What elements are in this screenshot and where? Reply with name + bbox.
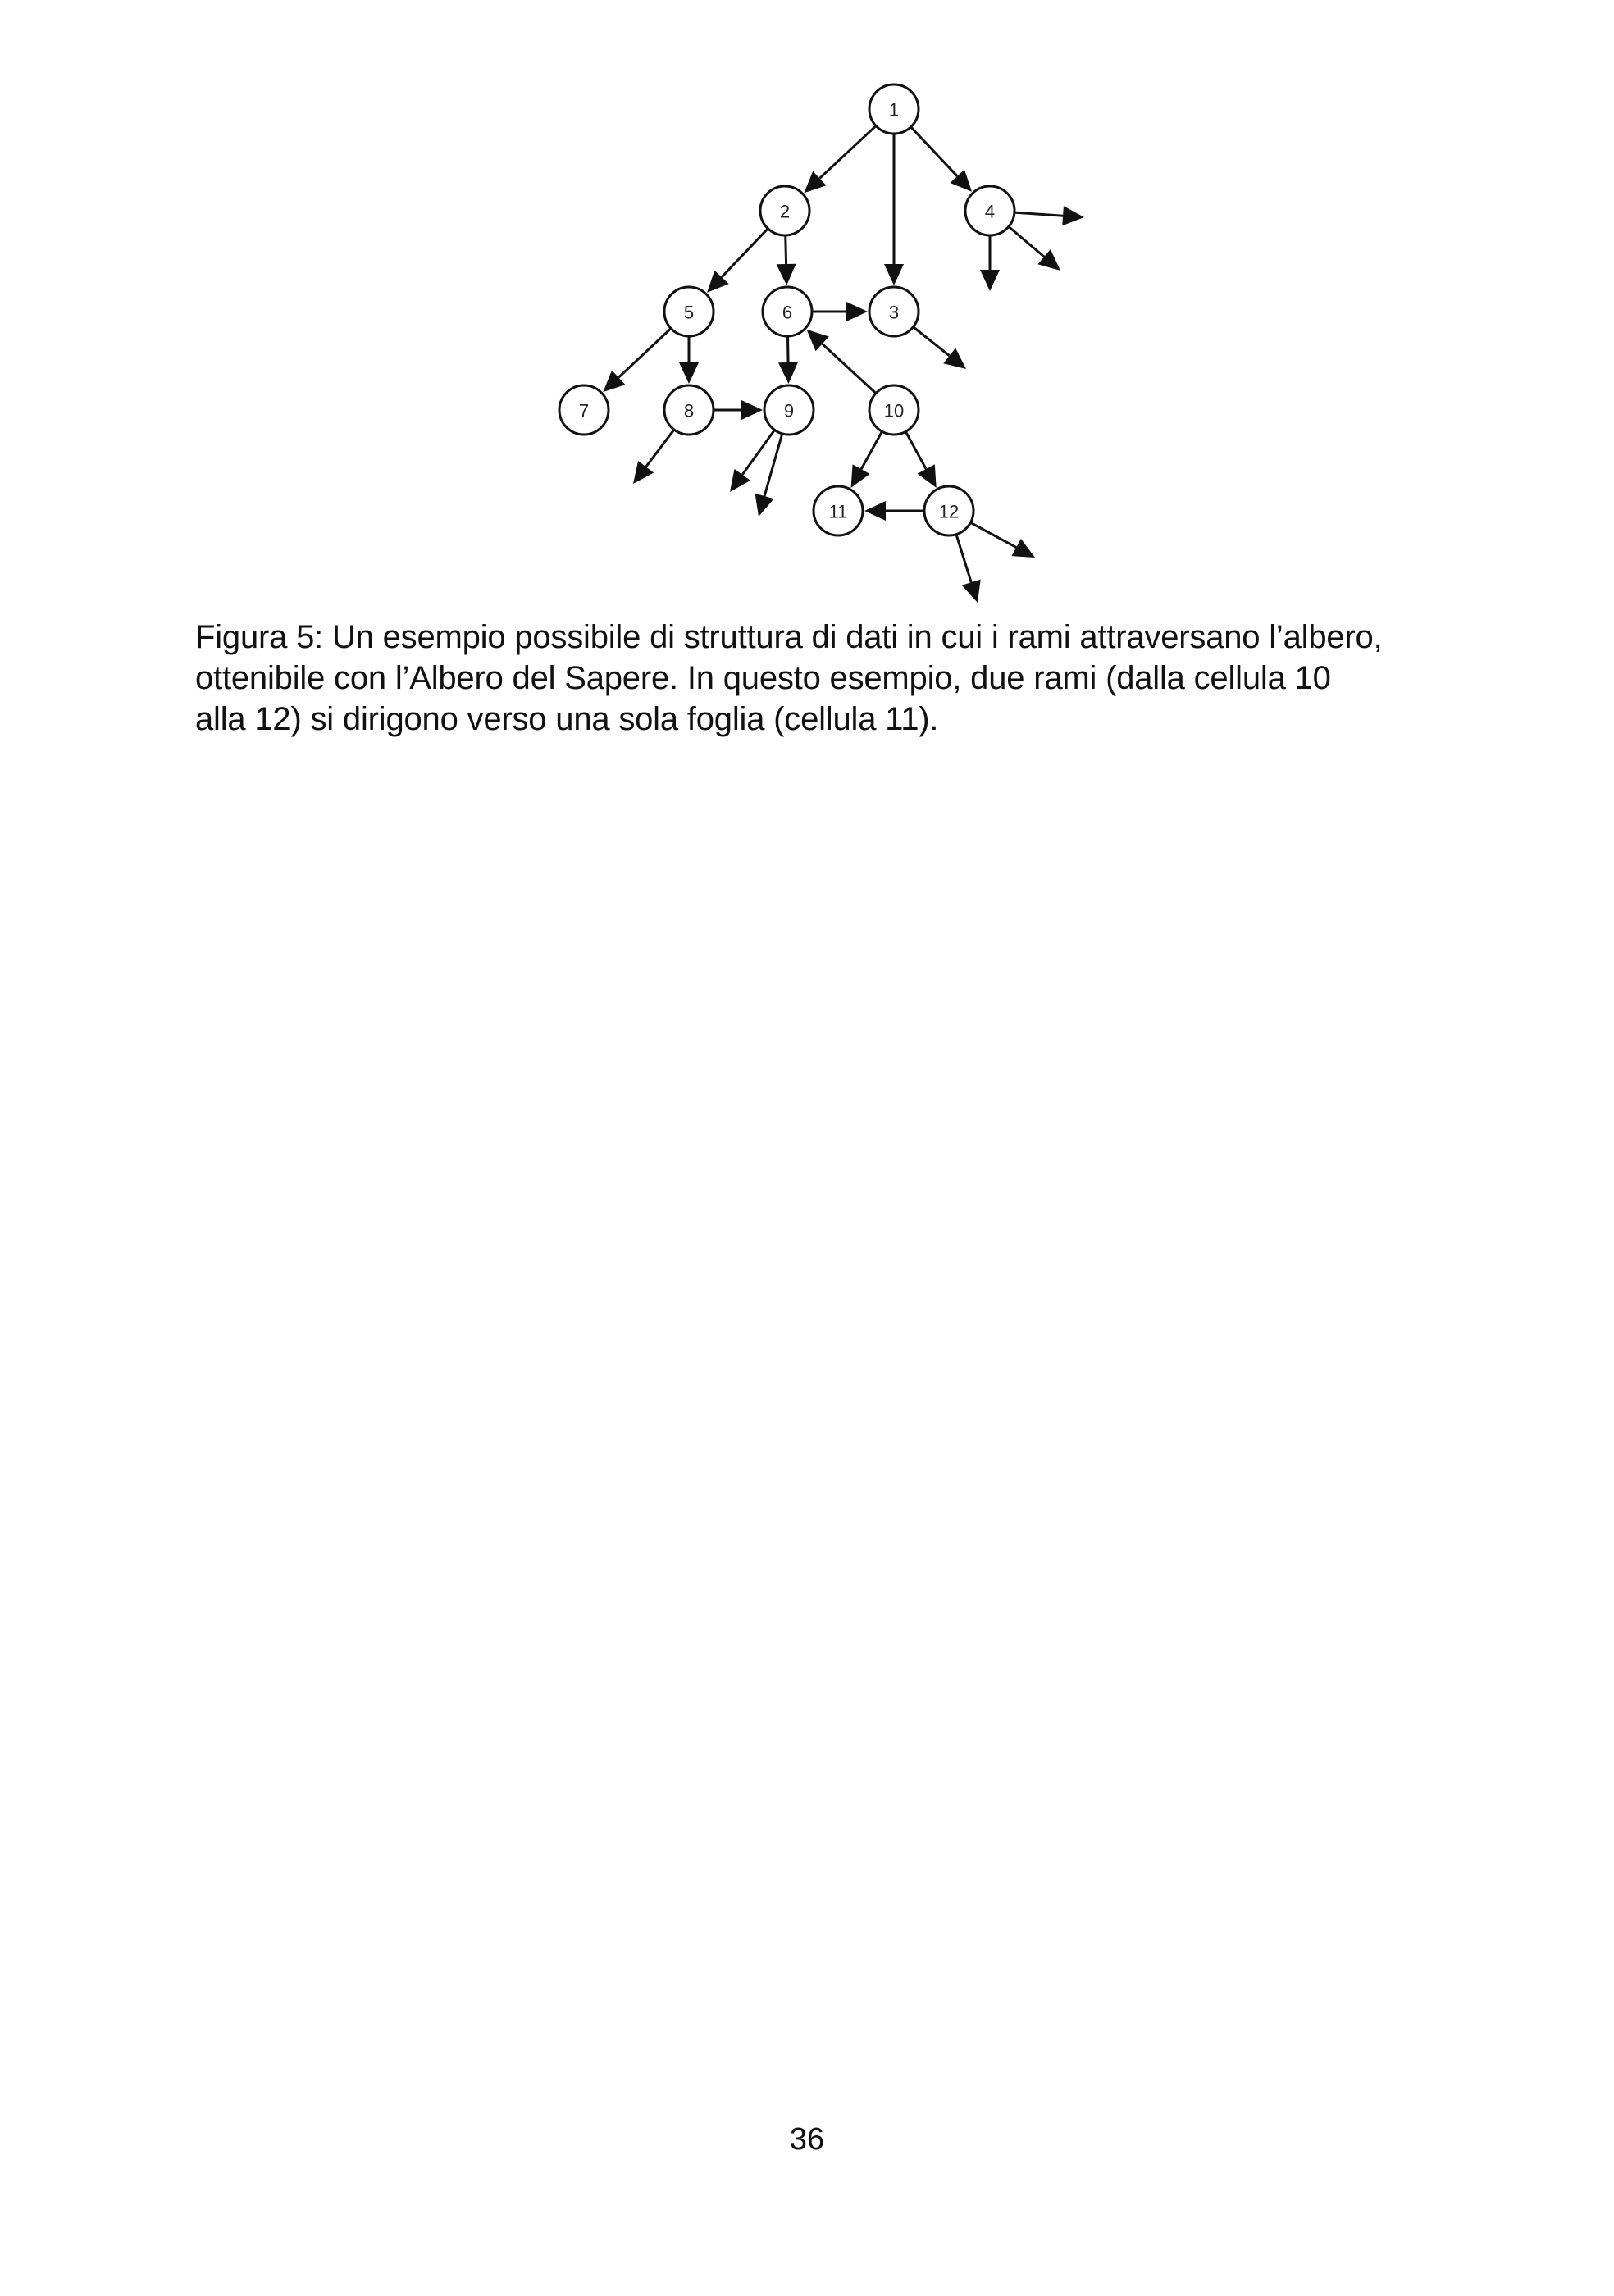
node-2 (760, 186, 809, 235)
edge-line (787, 336, 788, 362)
edge-line (742, 430, 774, 475)
edge-line (913, 327, 949, 356)
node-label: 1 (888, 99, 900, 121)
node-label: 6 (782, 302, 793, 323)
node-10 (869, 385, 919, 435)
edge-line (911, 127, 958, 176)
nodes-layer (559, 84, 1014, 535)
node-label: 11 (828, 501, 848, 522)
arrow-head (864, 501, 886, 521)
caption-line-1: Figura 5: Un esempio possibile di struttura di dati in cui i rami attraversano l’albero, (195, 619, 1383, 655)
arrow-head (846, 302, 868, 321)
edge-line (823, 344, 876, 393)
node-3 (869, 287, 919, 336)
open-branch-from-12 (970, 522, 1035, 558)
edge-10-to-11 (851, 431, 882, 488)
arrow-head (777, 264, 796, 285)
edge-line (1014, 212, 1063, 216)
edge-line (970, 522, 1016, 547)
node-label: 12 (938, 501, 960, 522)
edge-6-to-3 (812, 302, 868, 321)
open-branch-from-9 (755, 434, 782, 517)
edge-line (819, 125, 876, 178)
arrow-head (918, 464, 937, 488)
edge-6-to-9 (778, 336, 798, 384)
open-branch-from-4 (1014, 206, 1084, 226)
arrow-head (755, 494, 774, 517)
arrow-head (741, 400, 763, 420)
node-9 (764, 385, 814, 435)
edge-line (861, 431, 882, 469)
arrow-head (980, 270, 1000, 291)
edge-10-to-6 (807, 330, 876, 394)
open-branch-from-4 (1009, 226, 1060, 271)
arrow-head (633, 461, 654, 484)
edge-8-to-9 (714, 400, 763, 420)
edge-line (956, 535, 971, 583)
edge-line (618, 329, 671, 378)
node-4 (965, 186, 1014, 235)
caption-line-3: alla 12) si dirigono verso una sola foglia (cellula 11). (195, 701, 939, 737)
node-1 (869, 84, 919, 134)
figure-caption (195, 617, 1475, 740)
arrow-head (1037, 249, 1060, 271)
node-label: 7 (578, 400, 590, 421)
open-branch-from-3 (913, 327, 966, 369)
node-label: 9 (783, 400, 795, 421)
node-8 (664, 385, 714, 435)
open-branch-from-4 (980, 235, 1000, 291)
edge-line (764, 434, 782, 496)
edge-line (1009, 226, 1044, 257)
node-6 (763, 287, 812, 336)
edge-line (722, 229, 768, 277)
arrow-head (1062, 206, 1084, 226)
arrow-head (943, 348, 966, 369)
edge-1-to-4 (911, 127, 972, 192)
node-label: 2 (779, 201, 791, 222)
edge-5-to-7 (603, 329, 671, 393)
node-5 (664, 287, 714, 336)
node-label: 3 (888, 302, 900, 323)
edge-12-to-11 (864, 501, 924, 521)
arrow-head (884, 264, 904, 285)
node-label: 5 (683, 302, 695, 323)
node-7 (559, 385, 609, 435)
open-branch-from-8 (633, 430, 674, 484)
caption-line-2: ottenibile con l’Albero del Sapere. In questo esempio, due rami (dalla cellula 10 (195, 660, 1331, 696)
edge-1-to-3 (884, 134, 904, 285)
arrow-head (679, 362, 699, 384)
edge-1-to-2 (804, 125, 876, 193)
arrow-head (730, 469, 750, 492)
edge-2-to-5 (707, 229, 768, 293)
open-branch-from-12 (956, 535, 981, 603)
edge-2-to-6 (777, 235, 796, 285)
page-number: 36 (789, 2122, 825, 2157)
arrow-head (778, 362, 798, 384)
node-label: 8 (683, 400, 695, 421)
node-label: 10 (883, 400, 905, 421)
arrow-head (851, 464, 870, 488)
arrow-head (962, 580, 981, 603)
node-label: 4 (984, 201, 996, 222)
node-12 (924, 486, 973, 535)
edge-10-to-12 (905, 431, 936, 488)
edge-line (646, 430, 674, 467)
edge-line (905, 431, 926, 469)
edge-5-to-8 (679, 336, 699, 384)
node-11 (814, 486, 863, 535)
